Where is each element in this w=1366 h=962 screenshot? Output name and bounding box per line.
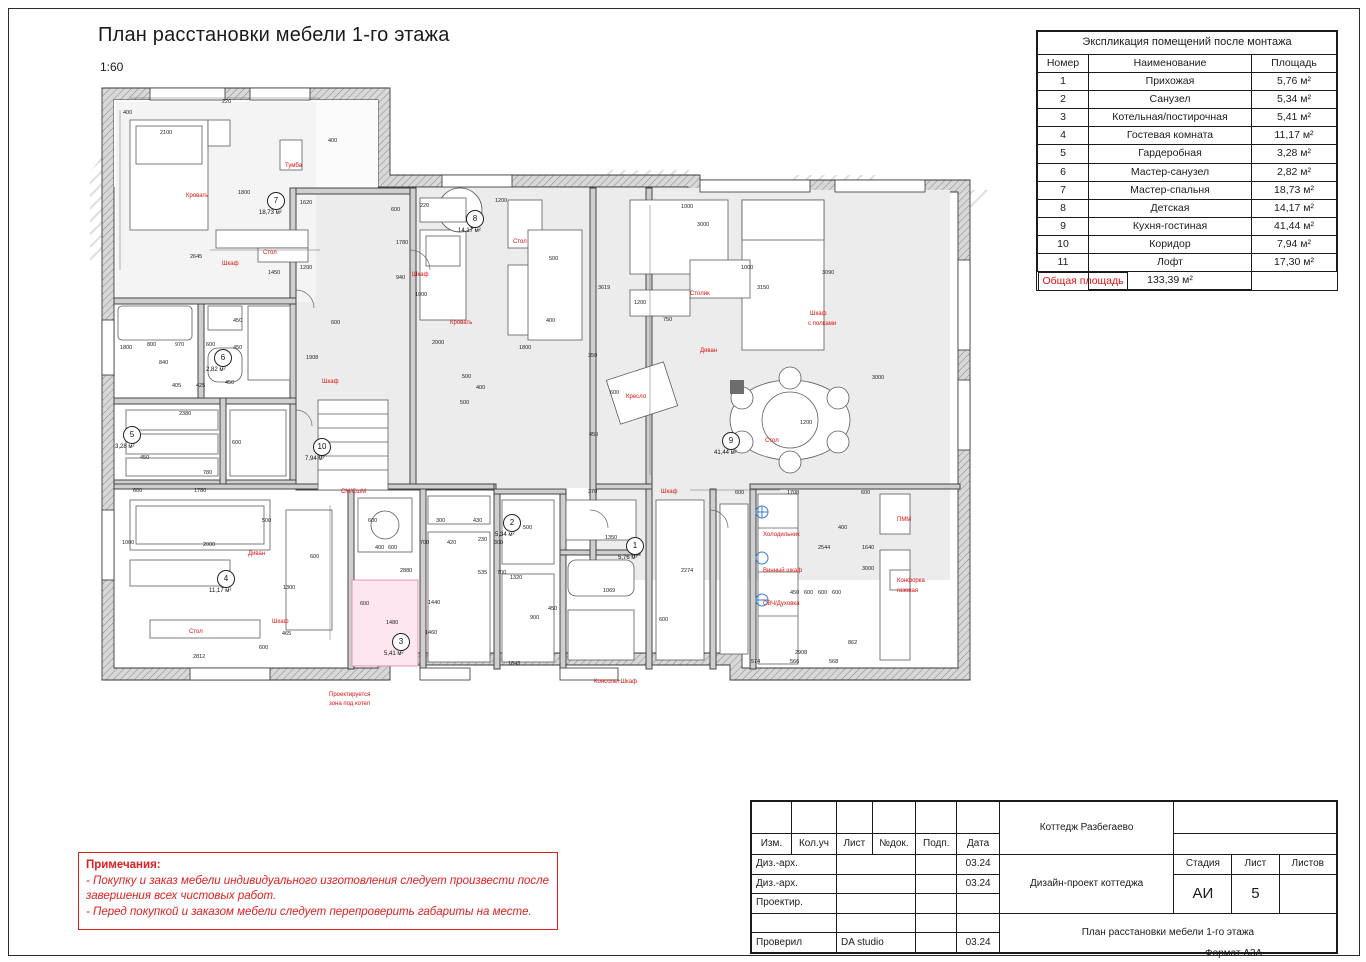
dimension-label: 700 [497, 570, 507, 576]
dimension-label: 1000 [415, 292, 428, 298]
room-number: 10 [1038, 236, 1089, 254]
dimension-label: 1800 [238, 190, 251, 196]
room-name: Котельная/постирочная [1089, 109, 1252, 127]
dimension-label: 400 [375, 545, 385, 551]
dimension-label: 2645 [190, 254, 203, 260]
furniture-label: Тумба [285, 163, 302, 169]
dimension-label: 1350 [605, 535, 618, 541]
table-row [1038, 127, 1337, 145]
dimension-label: 600 [368, 518, 378, 524]
furniture-label: Стол [263, 250, 277, 256]
stamp-date-1: 03.24 [957, 855, 999, 875]
dimension-label: 2100 [160, 130, 173, 136]
dimension-label: 600 [861, 490, 871, 496]
dimension-label: 3000 [862, 566, 875, 572]
room-area-label: 2,82 м² [206, 367, 226, 373]
table-row [1038, 254, 1337, 272]
table-row [1038, 199, 1337, 217]
room-area: 11,17 м² [1252, 127, 1337, 145]
stamp-podp-2 [916, 874, 957, 894]
notes-box [78, 852, 558, 930]
room-area: 5,41 м² [1252, 109, 1337, 127]
furniture-label: Кресло [626, 394, 647, 400]
dimension-label: 3619 [598, 285, 611, 291]
furniture-label: Стол [765, 438, 779, 444]
room-name: Лофт [1089, 254, 1252, 272]
stage-label: Стадия [1174, 855, 1232, 875]
dimension-label: 568 [829, 659, 839, 665]
dimension-label: 1450 [268, 270, 281, 276]
explication-title: Экспликация помещений после монтажа [1038, 32, 1337, 55]
room-name: Коридор [1089, 236, 1252, 254]
room-marker: 4 [217, 570, 235, 588]
dimension-label: 1908 [306, 355, 319, 361]
table-row [1038, 109, 1337, 127]
dimension-label: 400 [123, 110, 133, 116]
stamp-col-ndok: №док. [872, 834, 916, 855]
stamp-name-1 [837, 855, 916, 875]
room-marker: 7 [267, 192, 285, 210]
table-row [1038, 72, 1337, 90]
furniture-label: Конфорка [897, 578, 925, 584]
stamp-date-4 [957, 913, 999, 933]
room-area: 18,73 м² [1252, 181, 1337, 199]
dimension-label: 600 [610, 390, 620, 396]
room-marker: 9 [722, 432, 740, 450]
furniture-label: Столик [690, 291, 710, 297]
dimension-label: 400 [328, 138, 338, 144]
room-number: 7 [1038, 181, 1089, 199]
dimension-label: 862 [848, 640, 858, 646]
room-marker: 3 [392, 633, 410, 651]
room-number: 9 [1038, 217, 1089, 235]
dimension-label: 3000 [872, 375, 885, 381]
dimension-label: 535 [478, 570, 488, 576]
dimension-label: 600 [388, 545, 398, 551]
dimension-label: 970 [175, 342, 185, 348]
dimension-label: 1200 [495, 198, 508, 204]
room-number: 6 [1038, 163, 1089, 181]
furniture-label: Винный шкаф [763, 568, 803, 574]
furniture-label: с полками [808, 321, 837, 327]
dimension-label: 1200 [634, 300, 647, 306]
room-area-label: 3,28 м² [115, 444, 135, 450]
stamp-date-3 [957, 894, 999, 914]
sheets-label: Листов [1279, 855, 1336, 875]
room-marker: 5 [123, 426, 141, 444]
dimension-label: 400 [838, 525, 848, 531]
dimension-label: 940 [396, 275, 406, 281]
sheets-value [1279, 874, 1336, 913]
room-area-label: 5,76 м² [618, 555, 638, 561]
explication-header-area: Площадь [1252, 54, 1337, 72]
furniture-label: газовая [897, 588, 919, 594]
dimension-label: 600 [832, 590, 842, 596]
dimension-label: 220 [420, 203, 430, 209]
dimension-label: 400 [546, 318, 556, 324]
dimension-label: 600 [391, 207, 401, 213]
stamp-podp-3 [916, 894, 957, 914]
dimension-label: 1620 [300, 200, 313, 206]
dimension-label: 400 [476, 385, 486, 391]
room-name: Прихожая [1089, 72, 1252, 90]
dimension-label: 574 [751, 659, 761, 665]
room-name: Санузел [1089, 91, 1252, 109]
dimension-label: 2812 [193, 654, 206, 660]
dimension-label: 500 [523, 525, 533, 531]
room-name: Мастер-спальня [1089, 181, 1252, 199]
dimension-label: 420 [447, 540, 457, 546]
room-area: 5,76 м² [1252, 72, 1337, 90]
stamp-col-koluch: Кол.уч [791, 834, 836, 855]
dimension-label: 1843 [508, 661, 521, 667]
stamp-name-2 [837, 874, 916, 894]
notes-line-2: - Перед покупкой и заказом мебели следует перепроверить габариты на месте. [86, 905, 532, 918]
dimension-label: 600 [818, 590, 828, 596]
dimension-label: 1069 [603, 588, 616, 594]
stamp-col-data: Дата [957, 834, 999, 855]
floor-plan-drawing [90, 80, 1020, 710]
dimension-label: 3090 [822, 270, 835, 276]
room-marker: 10 [313, 438, 331, 456]
dimension-label: 600 [804, 590, 814, 596]
dimension-label: 600 [331, 320, 341, 326]
dimension-label: 300 [436, 518, 446, 524]
furniture-label: Шкаф [222, 261, 239, 267]
furniture-label: СВЧ/Духовка [763, 601, 800, 607]
dimension-label: 600 [659, 617, 669, 623]
drawing-name: План расстановки мебели 1-го этажа [999, 913, 1336, 952]
dimension-label: 600 [735, 490, 745, 496]
dimension-label: 600 [133, 488, 143, 494]
dimension-label: 2380 [179, 411, 192, 417]
room-area-label: 11,17 м² [209, 588, 232, 594]
room-area: 17,30 м² [1252, 254, 1337, 272]
dimension-label: 450 [140, 455, 150, 461]
room-number: 5 [1038, 145, 1089, 163]
dimension-label: 465 [282, 631, 292, 637]
room-name: Детская [1089, 199, 1252, 217]
dimension-label: 700 [420, 540, 430, 546]
dimension-label: 1320 [510, 575, 523, 581]
dimension-label: 450 [548, 606, 558, 612]
stamp-role-2: Диз.-арх. [752, 874, 837, 894]
object-name: Коттедж Разбегаево [999, 802, 1174, 855]
table-row [1038, 91, 1337, 109]
room-marker: 2 [503, 514, 521, 532]
title-block [750, 800, 1338, 954]
dimension-label: 450 [233, 345, 243, 351]
dimension-label: 2544 [818, 545, 831, 551]
page-title: План расстановки мебели 1-го этажа [98, 24, 450, 46]
room-area-label: 41,44 м² [714, 450, 737, 456]
furniture-label: Консоль+Шкаф [594, 679, 638, 685]
sheet-label: Лист [1232, 855, 1279, 875]
stamp-name-5: DA studio [837, 933, 916, 953]
dimension-label: 350 [588, 353, 598, 359]
furniture-label: Шкаф [661, 489, 678, 495]
furniture-label: Шкаф [412, 272, 429, 278]
dimension-label: 1440 [428, 600, 441, 606]
room-name: Гардеробная [1089, 145, 1252, 163]
room-number: 4 [1038, 127, 1089, 145]
dimension-label: 566 [790, 659, 800, 665]
stamp-col-izm: Изм. [752, 834, 792, 855]
dimension-label: 2908 [795, 650, 808, 656]
dimension-label: 3150 [757, 285, 770, 291]
dimension-label: 600 [360, 601, 370, 607]
dimension-label: 1000 [741, 265, 754, 271]
dimension-label: 1200 [800, 420, 813, 426]
room-number: 3 [1038, 109, 1089, 127]
room-name: Мастер-санузел [1089, 163, 1252, 181]
furniture-label: Шкаф [272, 619, 289, 625]
dimension-label: 1000 [122, 540, 135, 546]
dimension-label: 600 [259, 645, 269, 651]
dimension-label: 1640 [862, 545, 875, 551]
stamp-role-1: Диз.-арх. [752, 855, 837, 875]
dimension-label: 1300 [283, 585, 296, 591]
stamp-podp-5 [916, 933, 957, 953]
furniture-label: Холодильник [763, 532, 800, 538]
stamp-name-4 [837, 913, 916, 933]
stamp-podp-1 [916, 855, 957, 875]
room-name: Гостевая комната [1089, 127, 1252, 145]
dimension-label: 450 [790, 590, 800, 596]
room-area: 5,34 м² [1252, 91, 1337, 109]
dimension-label: 500 [460, 400, 470, 406]
furniture-label: Шкаф [810, 311, 827, 317]
table-row [1038, 181, 1337, 199]
dimension-label: 780 [203, 470, 213, 476]
stamp-role-4 [752, 913, 837, 933]
dimension-label: 450 [225, 380, 235, 386]
furniture-label: Кровать [450, 320, 473, 326]
explication-table [1036, 30, 1338, 291]
furniture-label: Стол [513, 239, 527, 245]
dimension-label: 2880 [400, 568, 413, 574]
explication-total-value: 133,39 м² [1089, 272, 1252, 290]
furniture-label: СМ/СшМ [341, 489, 367, 495]
dimension-label: 230 [478, 537, 488, 543]
room-area-label: 5,34 м² [495, 532, 515, 538]
room-area: 2,82 м² [1252, 163, 1337, 181]
furniture-label: ПММ [897, 517, 912, 523]
stage-value: АИ [1174, 874, 1232, 913]
sheet-format-label: Формат А3А [1205, 948, 1263, 959]
dimension-label: 750 [663, 317, 673, 323]
stamp-col-list: Лист [837, 834, 873, 855]
dimension-label: 1800 [120, 345, 133, 351]
room-number: 8 [1038, 199, 1089, 217]
dimension-label: 425 [196, 383, 206, 389]
notes-line-1: - Покупку и заказ мебели индивидуального изготовления следует произвести после завершения всех чистовых работ. [86, 874, 550, 903]
dimension-label: 2000 [203, 542, 216, 548]
table-row [1038, 236, 1337, 254]
room-number: 1 [1038, 72, 1089, 90]
room-area-label: 7,94 м² [305, 456, 325, 462]
dimension-label: 430 [473, 518, 483, 524]
table-row [1038, 145, 1337, 163]
dimension-label: 1200 [300, 265, 313, 271]
furniture-label: Проектируется [329, 692, 371, 698]
room-marker: 6 [214, 349, 232, 367]
project-name: Дизайн-проект коттеджа [999, 855, 1174, 914]
dimension-label: 1460 [425, 630, 438, 636]
dimension-label: 800 [147, 342, 157, 348]
dimension-label: 1800 [519, 345, 532, 351]
dimension-label: 1708 [787, 490, 800, 496]
dimension-label: 1780 [194, 488, 207, 494]
dimension-label: 370 [588, 489, 598, 495]
stamp-role-5: Проверил [752, 933, 837, 953]
stamp-date-5: 03.24 [957, 933, 999, 953]
furniture-label: Стол [189, 629, 203, 635]
furniture-label: Кровать [186, 193, 209, 199]
explication-total-label: Общая площадь [1038, 272, 1128, 291]
dimension-label: 500 [262, 518, 272, 524]
furniture-label: Диван [700, 348, 718, 354]
dimension-label: 500 [462, 374, 472, 380]
dimension-label: 405 [172, 383, 182, 389]
room-area-label: 14,17 м² [458, 228, 481, 234]
table-row [1038, 217, 1337, 235]
dimension-label: 450 [589, 432, 599, 438]
room-number: 2 [1038, 91, 1089, 109]
room-number: 11 [1038, 254, 1089, 272]
dimension-label: 840 [159, 360, 169, 366]
sheet-value: 5 [1232, 874, 1279, 913]
dimension-label: 500 [549, 256, 559, 262]
dimension-label: 220 [222, 99, 232, 105]
dimension-label: 300 [494, 540, 504, 546]
table-row [1038, 163, 1337, 181]
room-area: 3,28 м² [1252, 145, 1337, 163]
room-area: 7,94 м² [1252, 236, 1337, 254]
dimension-label: 2000 [432, 340, 445, 346]
room-area-label: 18,73 м² [259, 210, 282, 216]
room-marker: 1 [626, 537, 644, 555]
room-area: 14,17 м² [1252, 199, 1337, 217]
notes-title: Примечания: [86, 859, 161, 871]
explication-header-num: Номер [1038, 54, 1089, 72]
furniture-label: Шкаф [322, 379, 339, 385]
stamp-podp-4 [916, 913, 957, 933]
room-area-label: 5,41 м² [384, 651, 404, 657]
stamp-date-2: 03.24 [957, 874, 999, 894]
stamp-role-3: Проектир. [752, 894, 837, 914]
scale-label: 1:60 [100, 60, 124, 74]
stamp-name-3 [837, 894, 916, 914]
dimension-label: 2274 [681, 568, 694, 574]
stamp-col-podp: Подп. [916, 834, 957, 855]
room-name: Кухня-гостиная [1089, 217, 1252, 235]
room-marker: 8 [466, 210, 484, 228]
furniture-label: Диван [248, 551, 266, 557]
furniture-label: зона под котел [329, 701, 371, 707]
explication-header-name: Наименование [1089, 54, 1252, 72]
dimension-label: 3000 [697, 222, 710, 228]
dimension-label: 1000 [681, 204, 694, 210]
dimension-label: 1780 [396, 240, 409, 246]
dimension-label: 900 [530, 615, 540, 621]
dimension-label: 450 [233, 318, 243, 324]
dimension-label: 600 [206, 342, 216, 348]
dimension-label: 1480 [386, 620, 399, 626]
dimension-label: 600 [310, 554, 320, 560]
room-area: 41,44 м² [1252, 217, 1337, 235]
dimension-label: 600 [232, 440, 242, 446]
